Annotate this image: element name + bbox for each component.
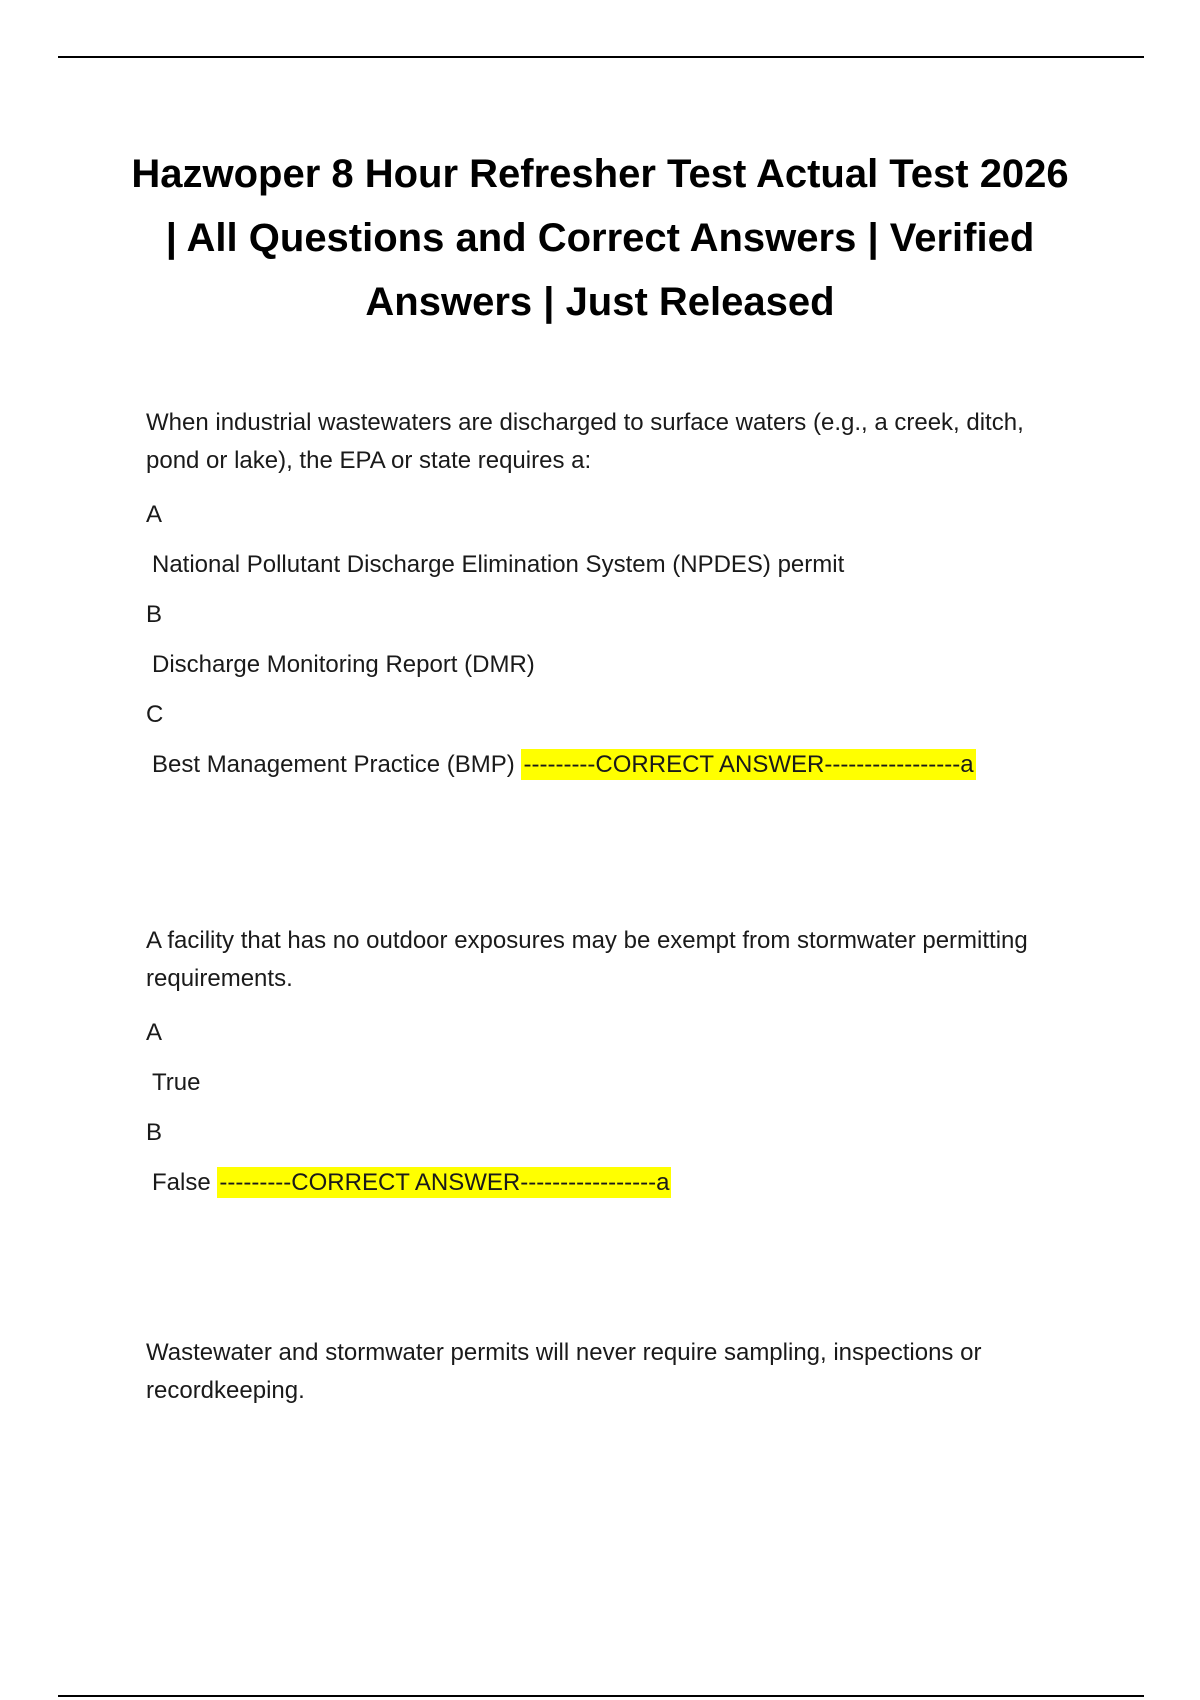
document-title: Hazwoper 8 Hour Refresher Test Actual Test 2026 | All Questions and Correct Answers | Verified Answers | Just Released bbox=[131, 152, 1069, 324]
option-letter: B bbox=[146, 1119, 163, 1146]
question-1 bbox=[146, 404, 1076, 780]
top-rule bbox=[58, 56, 1144, 58]
option-letter: A bbox=[146, 501, 163, 528]
question-text: When industrial wastewaters are discharged to surface waters (e.g., a creek, ditch, pond or lake), the EPA or state requires a: bbox=[146, 409, 1024, 474]
correct-answer-marker: ---------CORRECT ANSWER-----------------a bbox=[523, 751, 974, 778]
question-text: Wastewater and stormwater permits will never require sampling, inspections or recordkeeping. bbox=[146, 1339, 982, 1404]
option-text: Discharge Monitoring Report (DMR) bbox=[152, 651, 535, 678]
correct-answer-marker: ---------CORRECT ANSWER-----------------a bbox=[219, 1169, 670, 1196]
option-text: True bbox=[152, 1069, 201, 1096]
question-2 bbox=[146, 922, 1076, 1198]
option-letter: A bbox=[146, 1019, 163, 1046]
option-row bbox=[146, 750, 1076, 780]
question-3 bbox=[146, 1334, 1076, 1410]
option-text: False bbox=[152, 1169, 211, 1196]
option-text: National Pollutant Discharge Elimination System (NPDES) permit bbox=[152, 551, 845, 578]
option-text: Best Management Practice (BMP) bbox=[152, 751, 515, 778]
question-text: A facility that has no outdoor exposures may be exempt from stormwater permitting requirements. bbox=[146, 927, 1028, 992]
option-letter: B bbox=[146, 601, 163, 628]
option-row bbox=[146, 1168, 1076, 1198]
bottom-rule bbox=[58, 1695, 1144, 1697]
option-letter: C bbox=[146, 701, 164, 728]
